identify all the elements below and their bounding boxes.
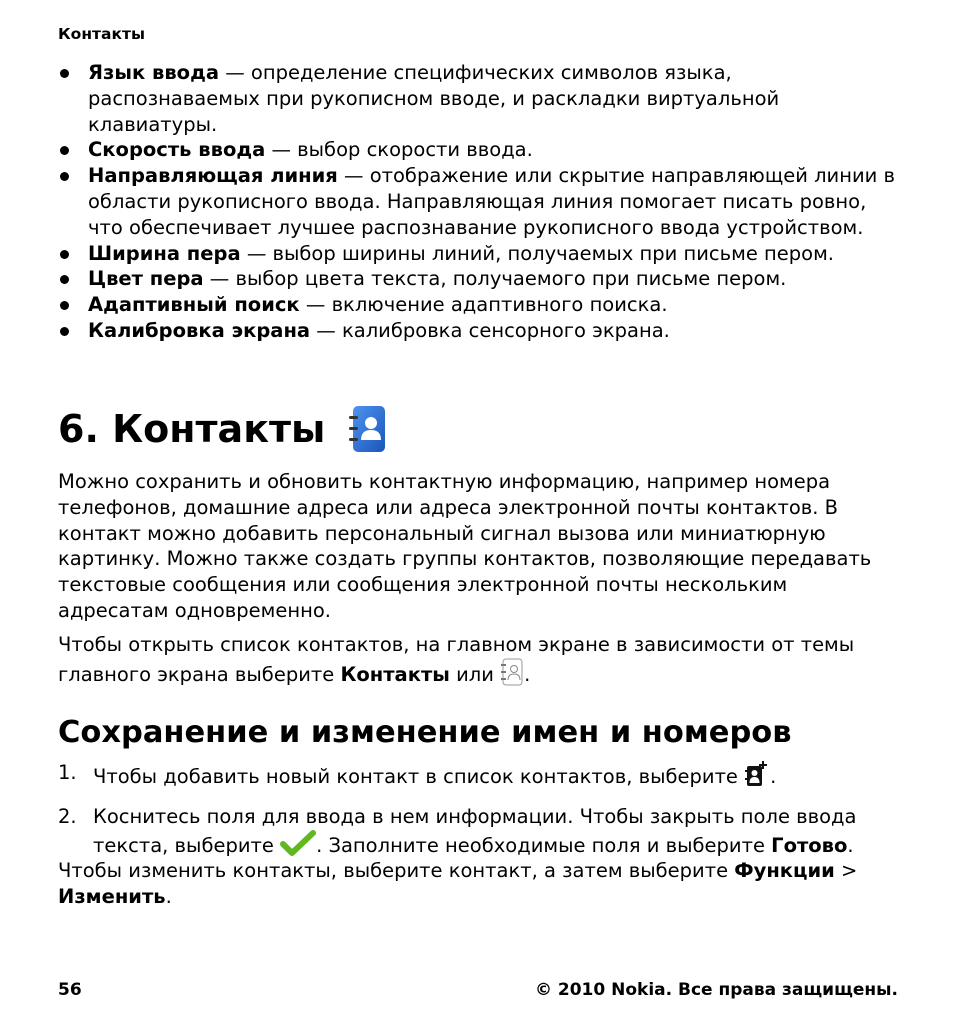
text: Чтобы изменить контакты, выберите контакт, а затем выберите	[58, 859, 735, 882]
add-contact-icon	[744, 760, 770, 795]
contacts-app-icon	[349, 404, 387, 454]
description: — выбор цвета текста, получаемого при письме пером.	[203, 267, 787, 291]
bullet-icon	[60, 327, 69, 336]
term: Калибровка экрана	[88, 318, 311, 342]
copyright-notice: © 2010 Nokia. Все права защищены.	[534, 980, 898, 1000]
bullet-icon	[60, 146, 69, 155]
list-item	[58, 318, 898, 344]
bullet-icon	[60, 69, 69, 78]
step-text: Чтобы добавить новый контакт в список контактов, выберите	[93, 764, 745, 788]
term: Скорость ввода	[88, 138, 266, 162]
text: Чтобы открыть список контактов, на главном экране в зависимости от темы главного экрана выберите	[58, 633, 855, 686]
settings-bullet-list	[58, 60, 898, 344]
text: .	[165, 884, 172, 908]
description: — определение специфических символов языка, распознаваемых при рукописном вводе, и раскладки виртуальной клавиатуры.	[88, 61, 780, 136]
chapter-title: 6. Контакты	[58, 407, 326, 451]
contacts-label: Контакты	[340, 662, 450, 686]
list-item	[58, 292, 898, 318]
description: — выбор скорости ввода.	[265, 138, 533, 162]
description: — выбор ширины линий, получаемых при письме пером.	[240, 241, 834, 265]
options-label: Функции	[734, 859, 835, 882]
list-item	[58, 60, 898, 137]
text: .	[847, 833, 854, 857]
section-heading: Сохранение и изменение имен и номеров	[58, 715, 792, 750]
step-number: 1.	[58, 761, 77, 784]
running-header: Контакты	[58, 25, 145, 43]
list-item	[58, 163, 898, 240]
text: .	[770, 764, 777, 788]
list-item	[58, 804, 898, 863]
edit-contacts-paragraph	[58, 858, 903, 910]
description: — калибровка сенсорного экрана.	[310, 318, 670, 342]
term: Адаптивный поиск	[88, 293, 300, 317]
bullet-icon	[60, 301, 69, 310]
text: .	[524, 662, 531, 686]
step-text: Коснитесь поля для ввода в нем информации. Чтобы закрыть поле ввода текста, выберите	[93, 804, 857, 857]
chapter-heading	[58, 404, 387, 454]
bullet-icon	[60, 250, 69, 259]
term: Ширина пера	[88, 241, 241, 265]
term: Язык ввода	[88, 61, 219, 84]
term: Направляющая линия	[88, 164, 338, 188]
description: — отображение или скрытие направляющей линии в области рукописного ввода. Направляющая линия помогает писать ровно, что обеспечивает лучшее распознавание рукописного ввода устройством.	[88, 164, 895, 239]
list-item	[58, 137, 898, 163]
bullet-icon	[60, 275, 69, 284]
step-text: . Заполните необходимые поля и выберите	[316, 833, 772, 857]
term: Цвет пера	[88, 267, 204, 291]
edit-label: Изменить	[58, 884, 166, 908]
open-contacts-paragraph	[58, 632, 903, 693]
step-number: 2.	[58, 804, 77, 828]
list-item	[58, 760, 898, 795]
text: >	[834, 859, 858, 882]
bullet-icon	[60, 172, 69, 181]
text: или	[449, 662, 501, 686]
intro-paragraph: Можно сохранить и обновить контактную информацию, например номера телефонов, домашние адреса или адреса электронной почты контактов. В контакт можно добавить персональный сигнал вызова или миниатюрную картинку. Можно также создать группы контактов, позволяющие передавать текстовые сообщения или сообщения электронной почты нескольким адресатам одновременно.	[58, 470, 872, 622]
description: — включение адаптивного поиска.	[299, 293, 668, 317]
contacts-book-icon	[500, 658, 524, 693]
list-item	[58, 241, 898, 267]
steps-list	[58, 760, 898, 871]
done-label: Готово	[771, 833, 848, 857]
list-item	[58, 266, 898, 292]
page-number: 56	[58, 980, 82, 1000]
